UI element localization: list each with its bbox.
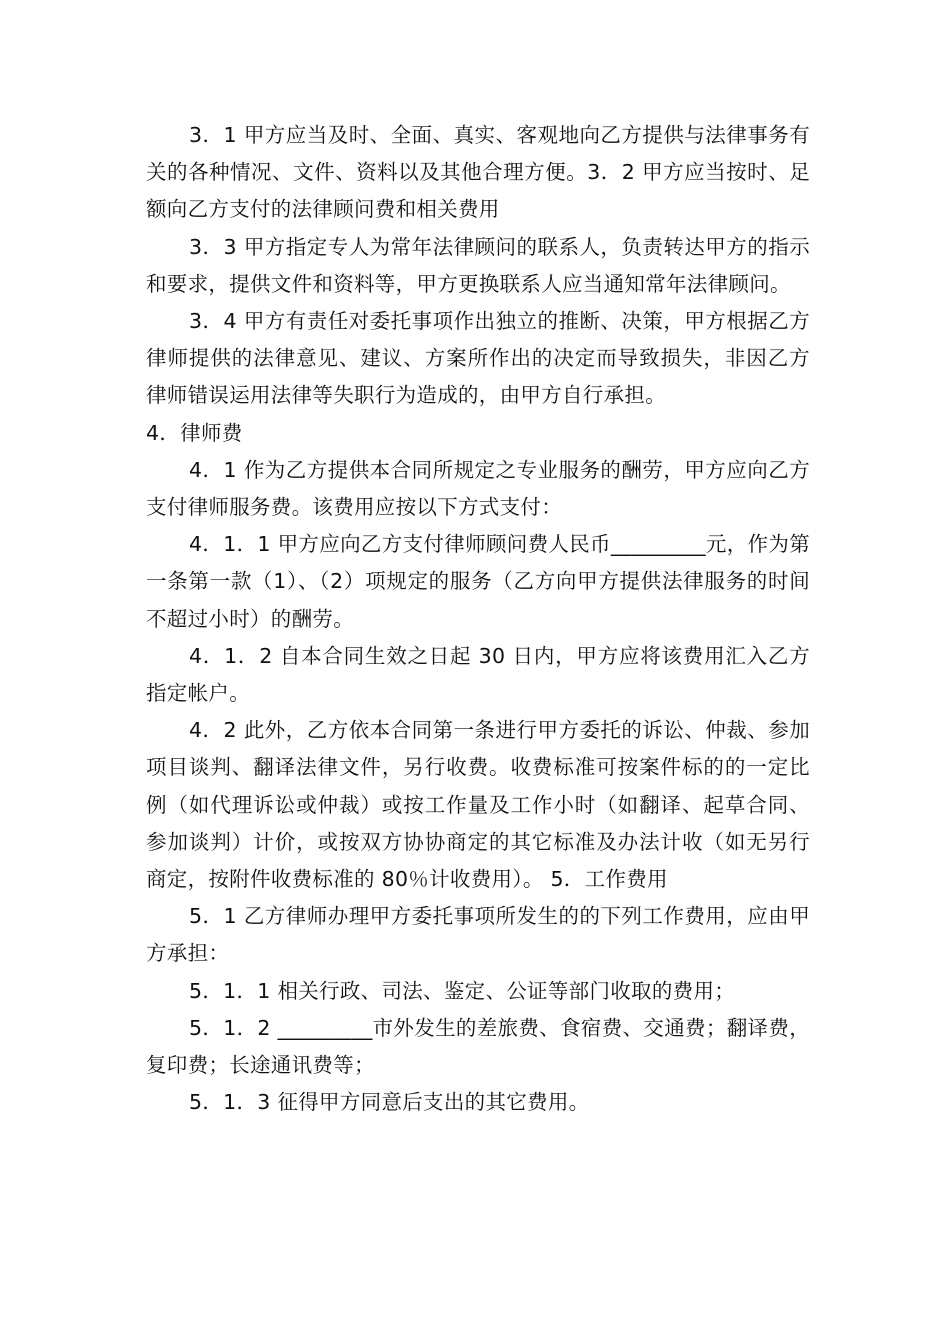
paragraph-5-1-2: 5．1．2 _________市外发生的差旅费、食宿费、交通费；翻译费，复印费；长途通讯费等； [146,1015,810,1078]
paragraph-5-1: 5．1 乙方律师办理甲方委托事项所发生的的下列工作费用，应由甲方承担： [146,904,810,966]
section-heading-4: 4．律师费 [146,420,243,445]
paragraph-4-1-2: 4．1．2 自本合同生效之日起 30 日内，甲方应将该费用汇入乙方指定帐户。 [146,643,810,706]
paragraph-4-2: 4．2 此外，乙方依本合同第一条进行甲方委托的诉讼、仲裁、参加项目谈判、翻译法律文件，另行收费。收费标准可按案件标的的一定比例（如代理诉讼或仲裁）或按工作量及工作小时（如翻译、起草合同、参加谈判）计价，或按双方协协商定的其它标准及办法计收（如无另行商定，按附件收费标准的 80％计收费用）。 5．工作费用 [146,718,810,892]
document-body [146,117,810,1121]
paragraph-5-1-3: 5．1．3 征得甲方同意后支出的其它费用。 [189,1090,590,1115]
paragraph-5-1-1: 5．1．1 相关行政、司法、鉴定、公证等部门收取的费用； [189,978,736,1003]
paragraph-3-3: 3．3 甲方指定专人为常年法律顾问的联系人，负责转达甲方的指示和要求，提供文件和资料等，甲方更换联系人应当通知常年法律顾问。 [146,234,810,296]
paragraph-4-1: 4．1 作为乙方提供本合同所规定之专业服务的酬劳，甲方应向乙方支付律师服务费。该费用应按以下方式支付： [146,457,810,520]
paragraph-3-1-3-2: 3．1 甲方应当及时、全面、真实、客观地向乙方提供与法律事务有关的各种情况、文件、资料以及其他合理方便。3．2 甲方应当按时、足额向乙方支付的法律顾问费和相关费用 [146,123,810,222]
paragraph-3-4: 3．4 甲方有责任对委托事项作出独立的推断、决策，甲方根据乙方律师提供的法律意见、建议、方案所作出的决定而导致损失，非因乙方律师错误运用法律等失职行为造成的，由甲方自行承担。 [146,309,810,408]
paragraph-4-1-1: 4．1．1 甲方应向乙方支付律师顾问费人民币_________元，作为第一条第一款（1）、（2）项规定的服务（乙方向甲方提供法律服务的时间不超过小时）的酬劳。 [146,532,810,631]
